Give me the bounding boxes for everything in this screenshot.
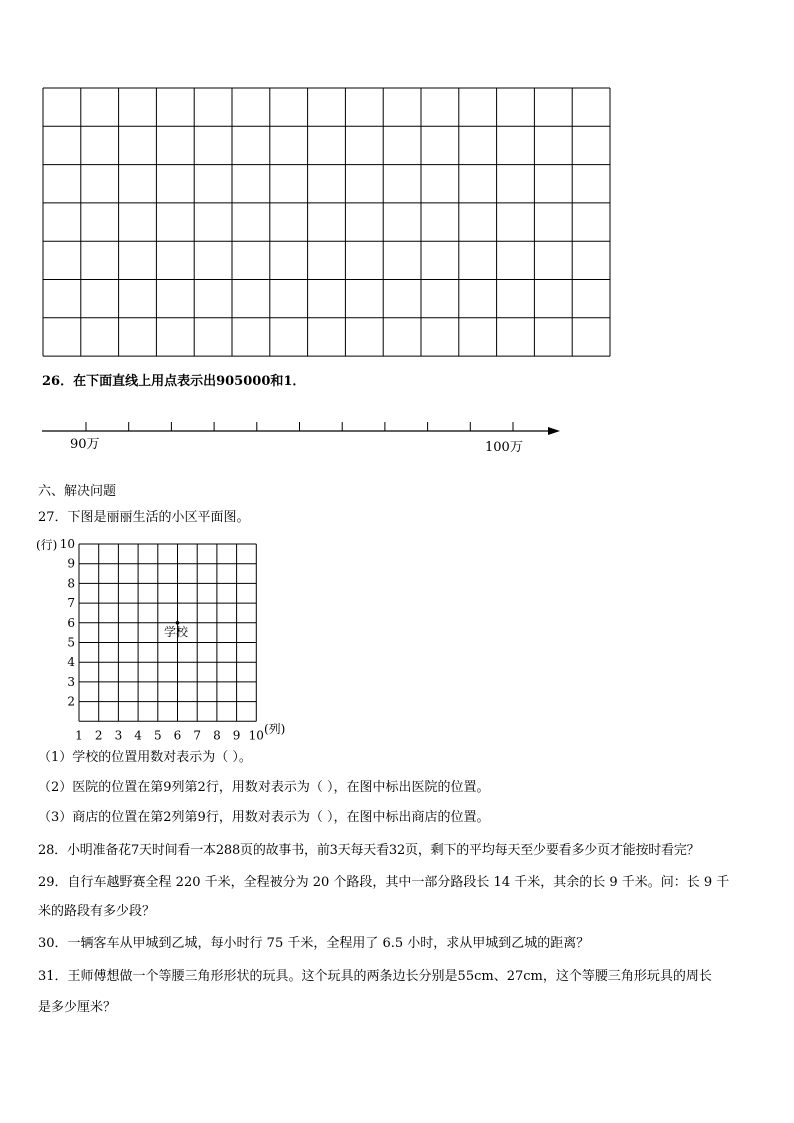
- row-tick-label: 4: [67, 655, 75, 670]
- number-line: [40, 408, 565, 460]
- section-title: 六、解决问题: [38, 484, 117, 499]
- question-31-line-1: 31．王师傅想做一个等腰三角形形状的玩具。这个玩具的两条边长分别是55cm、27cm，这个等腰三角形玩具的周长: [38, 969, 712, 984]
- question-31-line-2: 是多少厘米？: [38, 1000, 117, 1015]
- question-27: 27．下图是丽丽生活的小区平面图。: [38, 510, 250, 525]
- question-26: 26．在下面直线上用点表示出905000和1．: [42, 374, 306, 389]
- number-line-right-label: 100万: [485, 440, 523, 455]
- coordinate-grid: [36, 536, 296, 741]
- blank-answer-grid: [42, 87, 612, 357]
- row-tick-label: 2: [67, 694, 75, 709]
- number-line-left-label: 90万: [70, 437, 100, 452]
- number-line-arrow: [548, 427, 560, 435]
- col-tick-label: 5: [153, 728, 162, 741]
- row-tick-label: 3: [67, 674, 75, 689]
- row-tick-label: 5: [67, 635, 75, 650]
- question-30: 30．一辆客车从甲城到乙城，每小时行 75 千米，全程用了 6.5 小时，求从甲城到乙城的距离？: [38, 936, 590, 951]
- col-tick-label: 1: [75, 728, 83, 741]
- question-27-part-2: （2）医院的位置在第9列第2行，用数对表示为（ ），在图中标出医院的位置。: [38, 780, 490, 795]
- row-tick-label: 9: [67, 556, 75, 571]
- col-tick-label: 4: [134, 728, 142, 741]
- school-point: [176, 621, 180, 625]
- row-tick-label: 10: [59, 537, 75, 551]
- col-tick-label: 3: [114, 728, 123, 741]
- question-27-part-1: （1）学校的位置用数对表示为（ ）。: [38, 750, 252, 765]
- row-axis-label: (行): [36, 538, 58, 552]
- question-29-line-2: 米的路段有多少段？: [38, 904, 156, 919]
- row-tick-label: 6: [67, 615, 75, 630]
- col-tick-label: 9: [232, 728, 241, 741]
- col-tick-label: 2: [94, 728, 103, 741]
- question-28: 28．小明准备花7天时间看一本288页的故事书，前3天每天看32页，剩下的平均每天至少要看多少页才能按时看完？: [38, 843, 700, 858]
- col-tick-label: 7: [193, 728, 202, 741]
- col-tick-label: 6: [173, 728, 182, 741]
- school-label: 学校: [164, 625, 189, 639]
- question-29-line-1: 29．自行车越野赛全程 220 千米，全程被分为 20 个路段，其中一部分路段长 14 千米，其余的长 9 千米。问：长 9 千: [38, 875, 730, 890]
- row-tick-label: 7: [67, 596, 75, 611]
- question-27-part-3: （3）商店的位置在第2列第9行，用数对表示为（ ），在图中标出商店的位置。: [38, 810, 490, 825]
- col-axis-label: (列): [264, 722, 286, 736]
- col-tick-label: 10: [248, 728, 264, 741]
- col-tick-label: 8: [213, 728, 221, 741]
- row-tick-label: 8: [67, 576, 75, 591]
